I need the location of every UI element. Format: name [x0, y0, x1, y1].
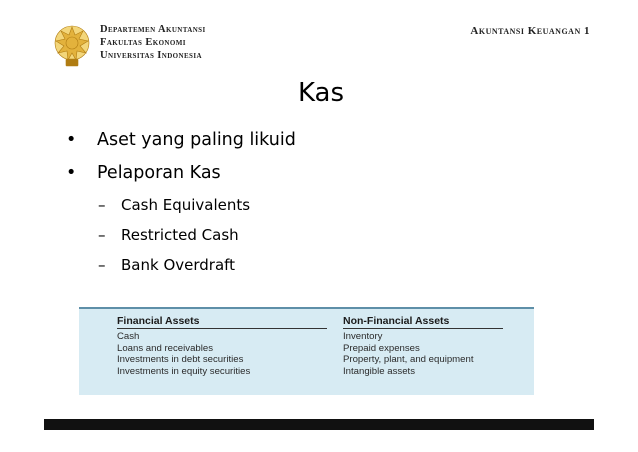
table-cell: Property, plant, and equipment	[343, 354, 474, 365]
footer-accent	[554, 419, 594, 430]
table-cell: Investments in debt securities	[117, 354, 244, 365]
dash-icon: –	[98, 256, 106, 274]
dash-icon: –	[98, 196, 106, 214]
sub-bullet-item	[66, 256, 296, 286]
sub-bullet-text: Restricted Cash	[121, 226, 239, 244]
bullet-text: Pelaporan Kas	[97, 163, 221, 183]
asset-classification-table	[79, 307, 534, 395]
bullet-text: Aset yang paling likuid	[97, 130, 296, 150]
sub-bullet-item	[66, 226, 296, 256]
financial-assets-column	[117, 315, 327, 377]
sub-bullet-text: Cash Equivalents	[121, 196, 251, 214]
table-cell: Inventory	[343, 331, 383, 342]
sub-bullet-item	[66, 196, 296, 226]
institution-line: Universitas Indonesia	[100, 50, 202, 61]
column-header: Non-Financial Assets	[343, 315, 503, 329]
bullet-icon: •	[66, 163, 77, 183]
bullet-item	[66, 130, 296, 163]
table-cell: Investments in equity securities	[117, 365, 251, 377]
bullet-icon: •	[66, 130, 77, 150]
slide-title	[0, 78, 638, 108]
column-header: Financial Assets	[117, 315, 327, 329]
bullet-list	[66, 130, 296, 286]
slide-header	[44, 17, 594, 77]
institution-line: Fakultas Ekonomi	[100, 37, 186, 48]
university-logo-icon	[52, 21, 92, 69]
institution-name	[100, 23, 206, 62]
table-cell: Intangible assets	[343, 365, 415, 377]
sub-bullet-text: Bank Overdraft	[121, 256, 236, 274]
slide-title-text: Kas	[297, 78, 345, 108]
course-title: Akuntansi Keuangan 1	[470, 25, 590, 37]
dash-icon: –	[98, 226, 106, 244]
non-financial-assets-column	[343, 315, 503, 377]
institution-line: Departemen Akuntansi	[100, 24, 206, 35]
footer-bar	[44, 419, 594, 430]
table-cell: Cash	[117, 331, 140, 342]
bullet-item	[66, 163, 296, 196]
table-cell: Loans and receivables	[117, 342, 214, 354]
table-cell: Prepaid expenses	[343, 342, 420, 354]
